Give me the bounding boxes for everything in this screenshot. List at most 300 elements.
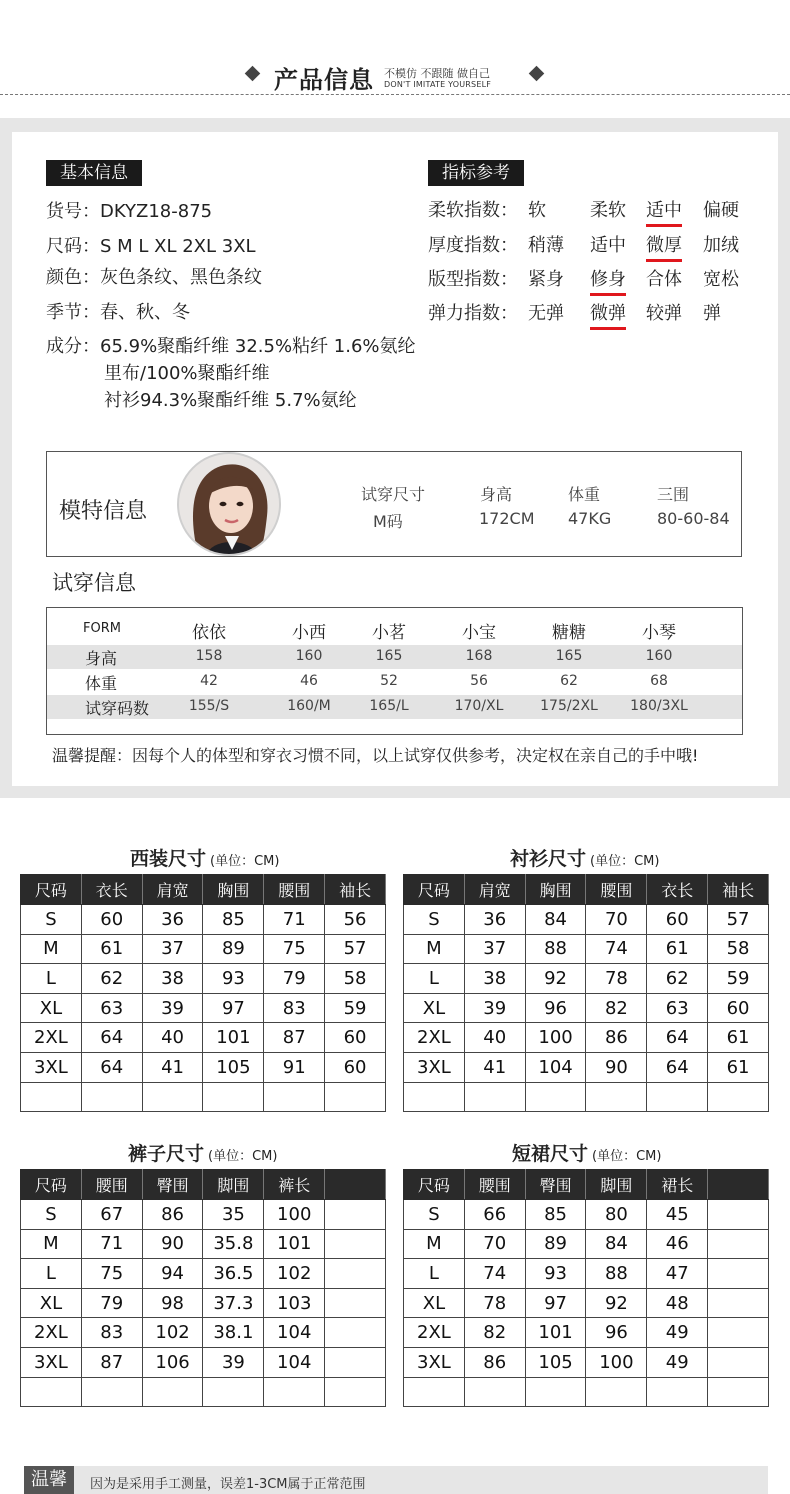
- size-table-cell: 2XL: [404, 1023, 465, 1053]
- table-row: [404, 1318, 769, 1348]
- size-table-cell: 37: [142, 934, 203, 964]
- table-row: [21, 1347, 386, 1377]
- size-table-cell: 83: [264, 993, 325, 1023]
- indicator-option: 适中: [590, 235, 626, 256]
- size-table-title-text: 短裙尺寸: [512, 1143, 589, 1165]
- tryon-cell: 52: [380, 673, 398, 689]
- size-table-header-row: [404, 1170, 769, 1200]
- size-table-cell: 87: [81, 1347, 142, 1377]
- table-row: [21, 1023, 386, 1053]
- size-table-cell: 41: [142, 1052, 203, 1082]
- table-row: [21, 1377, 386, 1407]
- tryon-row-label: 身高: [85, 649, 118, 668]
- size-table-cell: 38.1: [203, 1318, 264, 1348]
- size-table-cell: [21, 1377, 82, 1407]
- diamond-left-icon: [245, 66, 261, 82]
- size-table-unit: (单位：CM): [208, 1149, 278, 1164]
- size-table-cell: 61: [708, 1023, 769, 1053]
- tryon-person-name: 糖糖: [552, 623, 586, 643]
- size-table-cell: 3XL: [21, 1052, 82, 1082]
- size-table-cell: M: [404, 1229, 465, 1259]
- size-table-cell: 3XL: [404, 1052, 465, 1082]
- size-table-header: 裤长: [264, 1170, 325, 1200]
- table-row: [404, 1229, 769, 1259]
- size-table-cell: [525, 1377, 586, 1407]
- tryon-cell: 165/L: [369, 698, 409, 714]
- tryon-row: [47, 670, 742, 694]
- size-list: 尺码：S M L XL 2XL 3XL: [46, 236, 256, 257]
- size-table-cell: 85: [525, 1200, 586, 1230]
- size-table-cell: 37: [464, 934, 525, 964]
- size-table-cell: 88: [525, 934, 586, 964]
- size-table-cell: 36.5: [203, 1259, 264, 1289]
- tryon-row-label: 试穿码数: [85, 699, 150, 718]
- indicator-option: 加绒: [703, 235, 739, 256]
- size-table-cell: [708, 1377, 769, 1407]
- size-table-cell: 82: [464, 1318, 525, 1348]
- size-table-cell: 37.3: [203, 1288, 264, 1318]
- size-table-cell: [708, 1082, 769, 1112]
- size-table-cell: S: [21, 1200, 82, 1230]
- size-table-cell: L: [21, 1259, 82, 1289]
- size-table-cell: [708, 1288, 769, 1318]
- tryon-cell: 158: [195, 648, 223, 664]
- size-table-header: 尺码: [21, 1170, 82, 1200]
- tryon-row-label: 体重: [85, 674, 118, 693]
- size-table-cell: 70: [464, 1229, 525, 1259]
- size-table-cell: 2XL: [21, 1023, 82, 1053]
- size-table-cell: 36: [464, 905, 525, 935]
- size-table-cell: 40: [142, 1023, 203, 1053]
- indicator-option: 软: [528, 200, 546, 221]
- size-table-cell: [325, 1082, 386, 1112]
- size-table-cell: [142, 1377, 203, 1407]
- size-table-cell: [647, 1377, 708, 1407]
- size-table-cell: [325, 1318, 386, 1348]
- size-table-cell: 38: [464, 964, 525, 994]
- tryon-cell: 160/M: [287, 698, 331, 714]
- size-table-cell: 101: [203, 1023, 264, 1053]
- size-table-cell: L: [404, 964, 465, 994]
- table-row: [21, 1288, 386, 1318]
- size-table-header-row: [21, 875, 386, 905]
- model-fit-size-label: 试穿尺寸: [361, 485, 426, 504]
- size-table-header: 腰围: [81, 1170, 142, 1200]
- indicator-label: 弹力指数：: [428, 303, 518, 324]
- table-row: [404, 1288, 769, 1318]
- tryon-cell: 68: [650, 673, 668, 689]
- size-table-cell: 57: [325, 934, 386, 964]
- tryon-cell: 165: [375, 648, 403, 664]
- size-table-header-row: [404, 875, 769, 905]
- table-row: [404, 993, 769, 1023]
- size-table-cell: 60: [325, 1023, 386, 1053]
- size-table-cell: 39: [142, 993, 203, 1023]
- item-number: 货号：DKYZ18-875: [46, 201, 213, 222]
- size-table-unit: (单位：CM): [210, 854, 280, 869]
- size-table-cell: 98: [142, 1288, 203, 1318]
- size-table-cell: 86: [464, 1347, 525, 1377]
- size-table-cell: 105: [203, 1052, 264, 1082]
- size-table-cell: [325, 1200, 386, 1230]
- size-table-cell: 82: [586, 993, 647, 1023]
- size-table-cell: 36: [142, 905, 203, 935]
- size-table-cell: [708, 1200, 769, 1230]
- table-row: [404, 964, 769, 994]
- size-table-cell: M: [21, 1229, 82, 1259]
- model-fit-size-value: M码: [373, 512, 403, 531]
- suit-size-table: [20, 874, 386, 1112]
- indicator-label: 柔软指数：: [428, 200, 518, 221]
- tryon-cell: 56: [470, 673, 488, 689]
- size-table-cell: [404, 1377, 465, 1407]
- shirt-size-table: [403, 874, 769, 1112]
- model-height-label: 身高: [480, 485, 513, 504]
- size-table-cell: 61: [81, 934, 142, 964]
- size-table-cell: 64: [647, 1023, 708, 1053]
- indicator-option-selected: 适中: [646, 196, 682, 222]
- size-table-cell: 96: [586, 1318, 647, 1348]
- size-table-cell: S: [21, 905, 82, 935]
- size-table-cell: 60: [647, 905, 708, 935]
- size-table-cell: 100: [586, 1347, 647, 1377]
- size-table-header: 腰围: [464, 1170, 525, 1200]
- size-table-cell: [708, 1259, 769, 1289]
- tryon-cell: 160: [295, 648, 323, 664]
- size-table-cell: 79: [264, 964, 325, 994]
- size-table-cell: [325, 1259, 386, 1289]
- size-table-cell: [325, 1288, 386, 1318]
- reminder-text: 温馨提醒：因每个人的体型和穿衣习惯不同，以上试穿仅供参考，决定权在亲自己的手中哦!: [52, 746, 699, 765]
- size-table-cell: 57: [708, 905, 769, 935]
- size-table-cell: 70: [586, 905, 647, 935]
- table-row: [404, 934, 769, 964]
- size-table-cell: 104: [525, 1052, 586, 1082]
- size-table-cell: 41: [464, 1052, 525, 1082]
- pants-size-table: [20, 1169, 386, 1407]
- composition-line-3: 衬衫94.3%聚酯纤维 5.7%氨纶: [104, 390, 357, 411]
- size-table-cell: 93: [525, 1259, 586, 1289]
- size-table-cell: 59: [708, 964, 769, 994]
- size-table-cell: 91: [264, 1052, 325, 1082]
- table-row: [21, 1229, 386, 1259]
- model-measurements-value: 80-60-84: [657, 509, 730, 528]
- size-table-cell: 63: [647, 993, 708, 1023]
- size-table-cell: 92: [525, 964, 586, 994]
- tryon-table: [46, 607, 743, 735]
- section-subtitle-en: DON'T IMITATE YOURSELF: [384, 80, 492, 89]
- size-table-cell: 58: [708, 934, 769, 964]
- size-table-cell: 89: [525, 1229, 586, 1259]
- size-table-cell: [81, 1377, 142, 1407]
- diamond-right-icon: [529, 66, 545, 82]
- color-info: 颜色：灰色条纹、黑色条纹: [46, 267, 262, 288]
- size-table-header: 肩宽: [142, 875, 203, 905]
- size-table-cell: 105: [525, 1347, 586, 1377]
- size-table-cell: 64: [81, 1052, 142, 1082]
- indicator-tag: 指标参考: [428, 160, 524, 186]
- size-table-cell: 35: [203, 1200, 264, 1230]
- tryon-person-name: 依依: [192, 623, 226, 643]
- footer-text: 因为是采用手工测量，误差1-3CM属于正常范围: [90, 1477, 366, 1492]
- size-table-header: 尺码: [21, 875, 82, 905]
- size-table-header: 尺码: [404, 1170, 465, 1200]
- table-row: [404, 905, 769, 935]
- indicator-option: 弹: [703, 303, 721, 324]
- table-row: [404, 1347, 769, 1377]
- size-table-cell: 62: [647, 964, 708, 994]
- model-measurements-label: 三围: [657, 485, 690, 504]
- size-table-cell: 38: [142, 964, 203, 994]
- size-table-header: 脚围: [586, 1170, 647, 1200]
- indicator-label: 厚度指数：: [428, 235, 518, 256]
- basic-info-tag: 基本信息: [46, 160, 142, 186]
- indicator-option: 无弹: [528, 303, 564, 324]
- size-table-cell: 102: [142, 1318, 203, 1348]
- indicator-option: 较弹: [646, 303, 682, 324]
- size-table-cell: S: [404, 1200, 465, 1230]
- model-info-box: [46, 451, 742, 557]
- size-table-cell: [21, 1082, 82, 1112]
- size-table-cell: XL: [21, 993, 82, 1023]
- size-table-cell: [708, 1229, 769, 1259]
- tryon-cell: 155/S: [188, 698, 230, 714]
- indicator-option-selected: 微弹: [590, 299, 626, 325]
- section-title: 产品信息: [274, 66, 374, 94]
- size-table-cell: 89: [203, 934, 264, 964]
- size-table-cell: 2XL: [21, 1318, 82, 1348]
- size-table-unit: (单位：CM): [592, 1149, 662, 1164]
- size-table-cell: M: [21, 934, 82, 964]
- table-row: [21, 905, 386, 935]
- size-table-cell: L: [21, 964, 82, 994]
- size-table-cell: [586, 1377, 647, 1407]
- size-table-header: 裙长: [647, 1170, 708, 1200]
- size-table-cell: 101: [264, 1229, 325, 1259]
- table-row: [21, 964, 386, 994]
- size-table-header: 衣长: [647, 875, 708, 905]
- table-row: [404, 1082, 769, 1112]
- size-table-cell: 80: [586, 1200, 647, 1230]
- composition-line-1: 成分：65.9%聚酯纤维 32.5%粘纤 1.6%氨纶: [46, 336, 416, 357]
- size-table-cell: 48: [647, 1288, 708, 1318]
- size-table-cell: 74: [586, 934, 647, 964]
- size-table-cell: 85: [203, 905, 264, 935]
- size-table-cell: 35.8: [203, 1229, 264, 1259]
- size-table-cell: 100: [264, 1200, 325, 1230]
- size-table-cell: [325, 1229, 386, 1259]
- size-table-cell: 88: [586, 1259, 647, 1289]
- table-row: [21, 1200, 386, 1230]
- size-table-cell: 84: [586, 1229, 647, 1259]
- size-table-cell: 71: [264, 905, 325, 935]
- tryon-cell: 170/XL: [454, 698, 504, 714]
- table-row: [21, 1318, 386, 1348]
- size-table-cell: 79: [81, 1288, 142, 1318]
- size-table-cell: 64: [81, 1023, 142, 1053]
- tryon-cell: 180/3XL: [630, 698, 688, 714]
- tryon-person-name: 小琴: [642, 623, 676, 643]
- size-table-header: 尺码: [404, 875, 465, 905]
- size-table-cell: [586, 1082, 647, 1112]
- table-row: [404, 1023, 769, 1053]
- indicator-option-selected: 修身: [590, 265, 626, 291]
- indicator-option: 稍薄: [528, 235, 564, 256]
- tryon-person-name: 小西: [292, 623, 326, 643]
- size-table-cell: [525, 1082, 586, 1112]
- size-table-cell: 104: [264, 1347, 325, 1377]
- size-table-cell: 86: [142, 1200, 203, 1230]
- model-weight-value: 47KG: [568, 509, 612, 528]
- size-table-cell: L: [404, 1259, 465, 1289]
- size-table-cell: [325, 1347, 386, 1377]
- tryon-cell: 165: [555, 648, 583, 664]
- size-table-cell: 2XL: [404, 1318, 465, 1348]
- size-table-cell: 100: [525, 1023, 586, 1053]
- size-table-cell: [203, 1377, 264, 1407]
- size-table-header-row: [21, 1170, 386, 1200]
- tryon-cell: 168: [465, 648, 493, 664]
- size-table-cell: 74: [464, 1259, 525, 1289]
- tryon-form-label: FORM: [83, 621, 121, 636]
- section-subtitle-cn: 不模仿 不跟随 做自己: [384, 67, 490, 80]
- size-table-header: [708, 1170, 769, 1200]
- table-row: [21, 993, 386, 1023]
- size-table-header: 臀围: [142, 1170, 203, 1200]
- size-table-header: 胸围: [203, 875, 264, 905]
- size-table-cell: 58: [325, 964, 386, 994]
- size-table-cell: 102: [264, 1259, 325, 1289]
- size-table-cell: 103: [264, 1288, 325, 1318]
- footer-note: [24, 1466, 768, 1494]
- size-table-cell: 61: [708, 1052, 769, 1082]
- size-table-cell: 47: [647, 1259, 708, 1289]
- size-table-cell: [203, 1082, 264, 1112]
- size-table-header: 袖长: [708, 875, 769, 905]
- tryon-title: 试穿信息: [52, 571, 136, 595]
- size-table-cell: 66: [464, 1200, 525, 1230]
- size-table-cell: [264, 1082, 325, 1112]
- size-table-cell: [142, 1082, 203, 1112]
- size-table-cell: 92: [586, 1288, 647, 1318]
- size-table-cell: 97: [525, 1288, 586, 1318]
- size-table-cell: 49: [647, 1318, 708, 1348]
- size-table-cell: [464, 1082, 525, 1112]
- size-table-header: 臀围: [525, 1170, 586, 1200]
- composition-line-2: 里布/100%聚酯纤维: [104, 363, 270, 384]
- size-table-cell: 49: [647, 1347, 708, 1377]
- indicator-option-selected: 微厚: [646, 231, 682, 257]
- size-table-cell: [325, 1377, 386, 1407]
- model-info-title: 模特信息: [59, 499, 148, 524]
- size-table-cell: 87: [264, 1023, 325, 1053]
- tryon-cell: 160: [645, 648, 673, 664]
- tryon-person-name: 小宝: [462, 623, 496, 643]
- size-table-cell: 61: [647, 934, 708, 964]
- size-table-cell: 97: [203, 993, 264, 1023]
- size-table-title-text: 衬衫尺寸: [510, 848, 587, 870]
- size-table-cell: 45: [647, 1200, 708, 1230]
- size-table-cell: 62: [81, 964, 142, 994]
- size-table-cell: 60: [708, 993, 769, 1023]
- size-table-header: 腰围: [586, 875, 647, 905]
- tryon-cell: 42: [200, 673, 218, 689]
- table-row: [404, 1377, 769, 1407]
- table-row: [21, 1082, 386, 1112]
- size-table-cell: 90: [586, 1052, 647, 1082]
- table-row: [21, 1259, 386, 1289]
- size-table-cell: 60: [325, 1052, 386, 1082]
- size-table-cell: 46: [647, 1229, 708, 1259]
- size-table-cell: 78: [586, 964, 647, 994]
- size-table-cell: S: [404, 905, 465, 935]
- size-table-cell: 101: [525, 1318, 586, 1348]
- size-table-header: 胸围: [525, 875, 586, 905]
- size-table-cell: 84: [525, 905, 586, 935]
- size-table-cell: 3XL: [21, 1347, 82, 1377]
- indicator-option: 柔软: [590, 200, 626, 221]
- table-row: [404, 1052, 769, 1082]
- size-table-cell: 3XL: [404, 1347, 465, 1377]
- size-table-cell: 64: [647, 1052, 708, 1082]
- size-table-cell: [404, 1082, 465, 1112]
- size-table-cell: 59: [325, 993, 386, 1023]
- size-table-cell: 104: [264, 1318, 325, 1348]
- size-table-cell: 60: [81, 905, 142, 935]
- section-header: [0, 56, 790, 96]
- size-table-header: 腰围: [264, 875, 325, 905]
- table-row: [404, 1259, 769, 1289]
- size-table-cell: [464, 1377, 525, 1407]
- size-table-unit: (单位：CM): [590, 854, 660, 869]
- size-table-cell: [708, 1318, 769, 1348]
- model-height-value: 172CM: [479, 509, 535, 528]
- indicator-option: 合体: [646, 269, 682, 290]
- table-row: [404, 1200, 769, 1230]
- size-table-title-text: 裤子尺寸: [128, 1143, 205, 1165]
- tryon-cell: 46: [300, 673, 318, 689]
- size-table-cell: 75: [264, 934, 325, 964]
- indicator-label: 版型指数：: [428, 269, 518, 290]
- size-table-cell: M: [404, 934, 465, 964]
- tryon-row: [47, 695, 742, 719]
- model-weight-label: 体重: [568, 485, 601, 504]
- skirt-size-title: [512, 1139, 661, 1166]
- indicator-option: 紧身: [528, 269, 564, 290]
- size-table-cell: [264, 1377, 325, 1407]
- size-table-cell: 40: [464, 1023, 525, 1053]
- size-table-cell: 75: [81, 1259, 142, 1289]
- indicator-option: 宽松: [703, 269, 739, 290]
- footer-label: 温馨: [24, 1466, 74, 1494]
- size-table-cell: 39: [203, 1347, 264, 1377]
- size-table-cell: 96: [525, 993, 586, 1023]
- tryon-cell: 175/2XL: [540, 698, 598, 714]
- tryon-row: [47, 645, 742, 669]
- size-table-cell: 86: [586, 1023, 647, 1053]
- size-table-cell: 63: [81, 993, 142, 1023]
- indicator-option: 偏硬: [703, 200, 739, 221]
- size-table-cell: 78: [464, 1288, 525, 1318]
- tryon-cell: 62: [560, 673, 578, 689]
- size-table-cell: XL: [404, 1288, 465, 1318]
- size-table-header: 肩宽: [464, 875, 525, 905]
- model-avatar: [177, 452, 281, 556]
- size-table-cell: 39: [464, 993, 525, 1023]
- size-table-cell: 93: [203, 964, 264, 994]
- tryon-person-name: 小茗: [372, 623, 406, 643]
- skirt-size-table: [403, 1169, 769, 1407]
